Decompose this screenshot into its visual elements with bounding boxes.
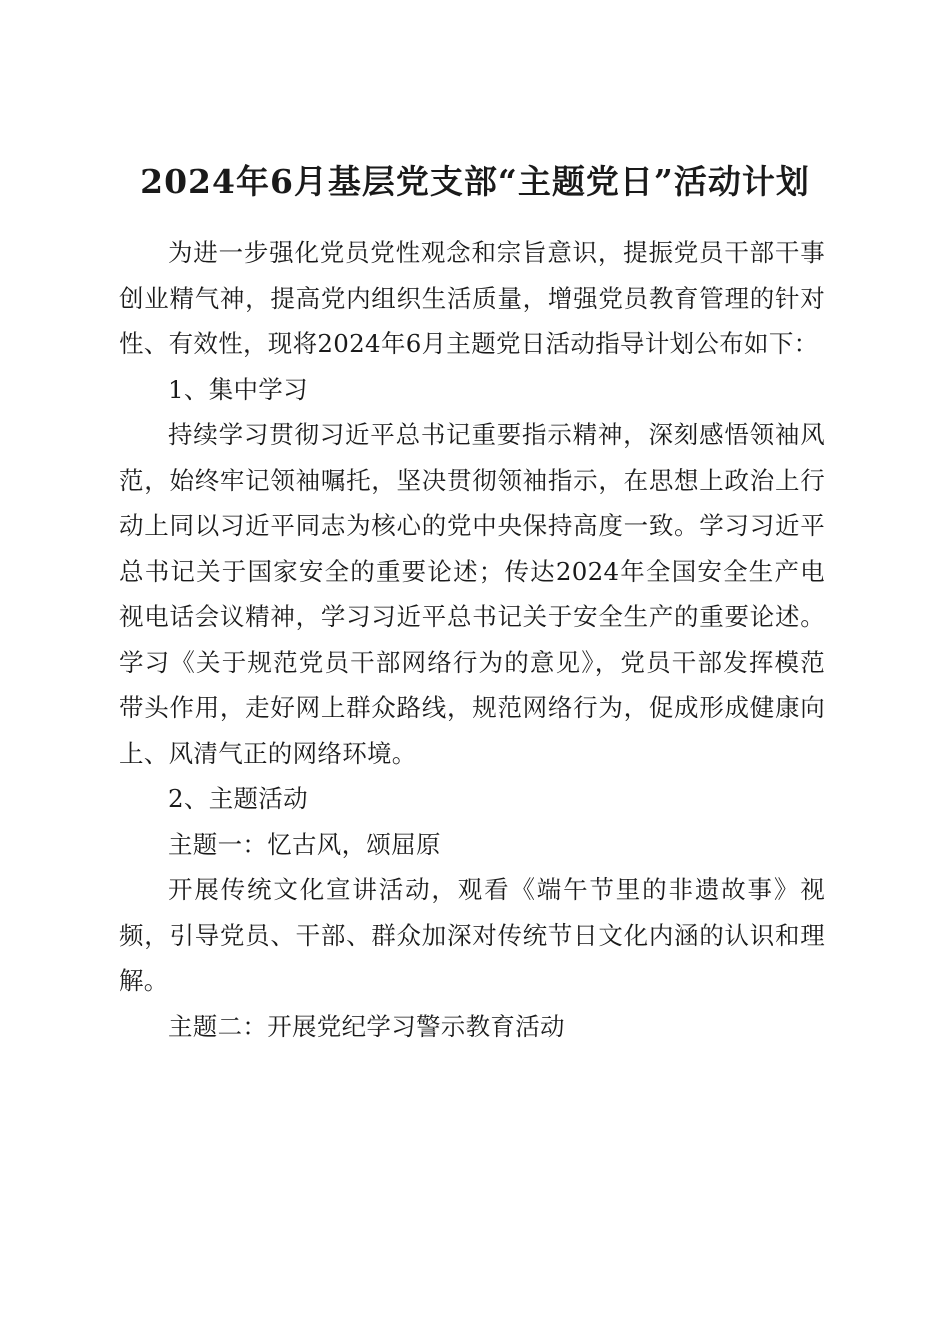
section-heading-activities: 2、主题活动 [168, 784, 308, 813]
theme-one-paragraph: 开展传统文化宣讲活动，观看《端午节里的非遗故事》视频，引导党员、干部、群众加深对传统节日文化内涵的认识和理解。 [119, 875, 825, 995]
document-body [119, 230, 825, 1049]
theme-two-heading: 主题二：开展党纪学习警示教育活动 [168, 1011, 565, 1041]
study-paragraph: 持续学习贯彻习近平总书记重要指示精神，深刻感悟领袖风范，始终牢记领袖嘱托，坚决贯彻领袖指示，在思想上政治上行动上同以习近平同志为核心的党中央保持高度一致。学习习近平总书记关于国家安全的重要论述；传达2024年全国安全生产电视电话会议精神，学习习近平总书记关于安全生产的重要论述。学习《关于规范党员干部网络行为的意见》，党员干部发挥模范带头作用，走好网上群众路线，规范网络行为，促成形成健康向上、风清气正的网络环境。 [119, 420, 825, 768]
intro-paragraph: 为进一步强化党员党性观念和宗旨意识，提振党员干部干事创业精气神，提高党内组织生活质量，增强党员教育管理的针对性、有效性，现将2024年6月主题党日活动指导计划公布如下： [119, 238, 825, 358]
document-title: 2024年6月基层党支部“主题党日”活动计划 [140, 162, 810, 202]
section-heading-study: 1、集中学习 [168, 374, 308, 404]
theme-one-heading: 主题一：忆古风，颂屈原 [168, 829, 441, 859]
